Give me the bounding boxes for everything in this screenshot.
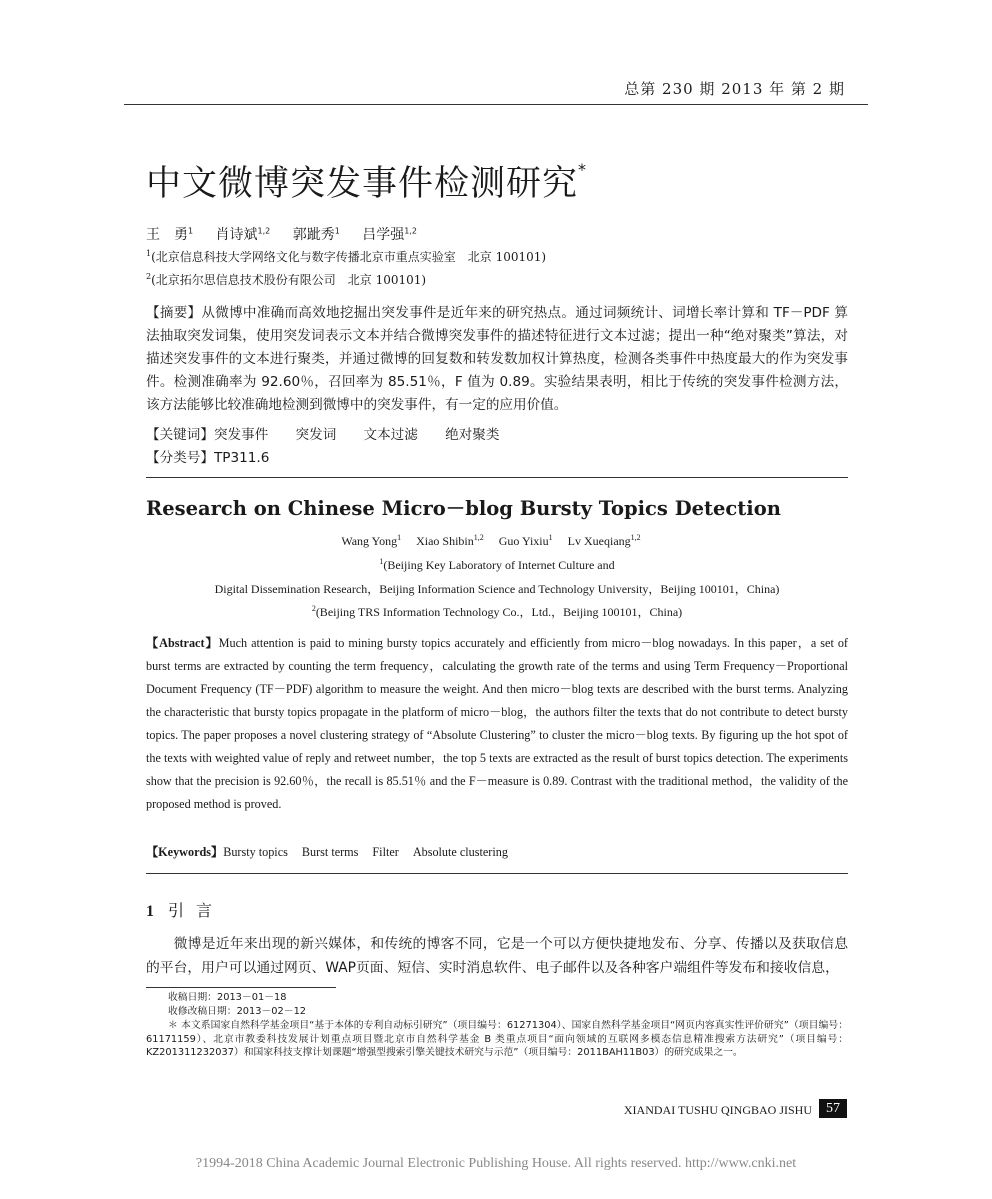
page-number: 57 [819, 1099, 847, 1118]
author-en: Wang Yong$^1$ [341, 533, 402, 548]
footnote-rule [146, 987, 336, 988]
title-en: Research on Chinese Micro－blog Bursty Topics Detection [146, 497, 781, 520]
abstract-cn [146, 302, 848, 417]
header-rule [124, 104, 868, 105]
keywords-en: 【Keywords】Bursty topics Burst terms Filter Absolute clustering [146, 845, 508, 859]
title-cn [146, 160, 588, 204]
author-cn: 郭跐秀$^1$ [292, 226, 340, 243]
section-rule [146, 873, 848, 874]
author-en: Xiao Shibin$^{1,2}$ [416, 533, 484, 548]
copyright-notice: ?1994-2018 China Academic Journal Electronic Publishing House. All rights reserved. http://www.cnki.net [195, 1156, 797, 1171]
section-number: 1 [146, 903, 154, 920]
issue-header: 总第 230 期 2013 年 第 2 期 [624, 80, 845, 98]
abstract-en-text: Much attention is paid to mining bursty topics accurately and efficiently from micro－blog nowadays. In this paper，a set of burst terms are extracted by counting the term frequency，calculating the growth rate of the terms and using Term Frequency－Proportional Document Frequency (TF－PDF) algorithm to measure the weight. And then micro－blog texts are described with the burst terms. Analyzing the characteristic that bursty topics propagate in the platform of micro－blog，the authors filter the texts that do not contribute to detect bursty topics. The paper proposes a novel clustering strategy of “Absolute Clustering” to cluster the micro－blog texts. By figuring up the hot spot of the texts with weighted value of reply and retweet number，the top 5 texts are extracted as the result of burst topics detection. The experiments show that the precision is 92.60％，the recall is 85.51％ and the F－measure is 0.89. Contrast with the traditional method，the validity of the proposed method is proved. [146, 636, 848, 811]
affiliation-cn-1: $^1$(北京信息科技大学网络文化与数字传播北京市重点实验室 北京 100101) [146, 249, 547, 264]
funding-footnote: ＊ 本文系国家自然科学基金项目“基于本体的专利自动标引研究”（项目编号：61271304）、国家自然科学基金项目“网页内容真实性评价研究”（项目编号：61171159）、北京市教委科技发展计划重点项目暨北京市自然科学基金 B 类重点项目“面向领域的互联网多模态信息精准搜索方法研究”（项目编号：KZ201311232037）和国家科技支撑计划课题“增强型搜索引擎关键技术研究与示范”（项目编号：2011BAH11B03）的研究成果之一。 [146, 1020, 848, 1058]
title-cn-text: 中文微博突发事件检测研究 [146, 164, 579, 204]
affiliation-cn-2: $^2$(北京拓尔思信息技术股份有限公司 北京 100101) [146, 272, 427, 287]
authors-en [146, 533, 848, 549]
received-date: 收稿日期：2013－01－18 [168, 992, 287, 1003]
author-cn: 肖诗斌$^{1,2}$ [215, 226, 271, 243]
author-en: Guo Yixiu$^1$ [498, 533, 553, 548]
abstract-en [146, 632, 848, 816]
section-heading [146, 898, 224, 921]
affiliation-en-1: $^1$(Beijing Key Laboratory of Internet Culture and [379, 557, 615, 572]
section-title: 引言 [168, 901, 225, 920]
affiliation-en-3: $^2$(Beijing TRS Information Technology Co.，Ltd.，Beijing 100101，China) [311, 604, 683, 619]
journal-name: XIANDAI TUSHU QINGBAO JISHU [623, 1103, 812, 1117]
abstract-cn-text: 从微博中准确而高效地挖掘出突发事件是近年来的研究热点。通过词频统计、词增长率计算和 TF－PDF 算法抽取突发词集，使用突发词表示文本并结合微博突发事件的描述特征进行文本过滤；提出一种“绝对聚类”算法，对描述突发事件的文本进行聚类，并通过微博的回复数和转发数加权计算热度，检测各类事件中热度最大的作为突发事件。检测准确率为 92.60％，召回率为 85.51％，F 值为 0.89。实验结果表明，相比于传统的突发事件检测方法，该方法能够比较准确地检测到微博中的突发事件，有一定的应用价值。 [146, 305, 849, 413]
body-paragraph: 微博是近年来出现的新兴媒体，和传统的博客不同，它是一个可以方便快捷地发布、分享、传播以及获取信息的平台，用户可以通过网页、WAP页面、短信、实时消息软件、电子邮件以及各种客户端组件等发布和接收信息， [146, 936, 848, 976]
abstract-cn-label: 【摘要】 [146, 305, 202, 321]
author-cn: 王 勇$^1$ [146, 226, 194, 243]
author-cn: 吕学强$^{1,2}$ [362, 226, 418, 243]
keywords-cn: 【关键词】突发事件 突发词 文本过滤 绝对聚类 [146, 427, 500, 443]
author-en: Lv Xueqiang$^{1,2}$ [567, 533, 641, 548]
title-footnote-mark: * [578, 160, 588, 179]
authors-cn [146, 224, 435, 244]
revised-date: 收修改稿日期：2013－02－12 [168, 1006, 307, 1017]
abstract-en-label: 【Abstract】 [146, 636, 219, 650]
affiliation-en-2: Digital Dissemination Research，Beijing Information Science and Technology University，Beijing 100101，China) [214, 582, 780, 596]
section-rule [146, 477, 848, 478]
classification-cn: 【分类号】TP311.6 [146, 450, 270, 466]
